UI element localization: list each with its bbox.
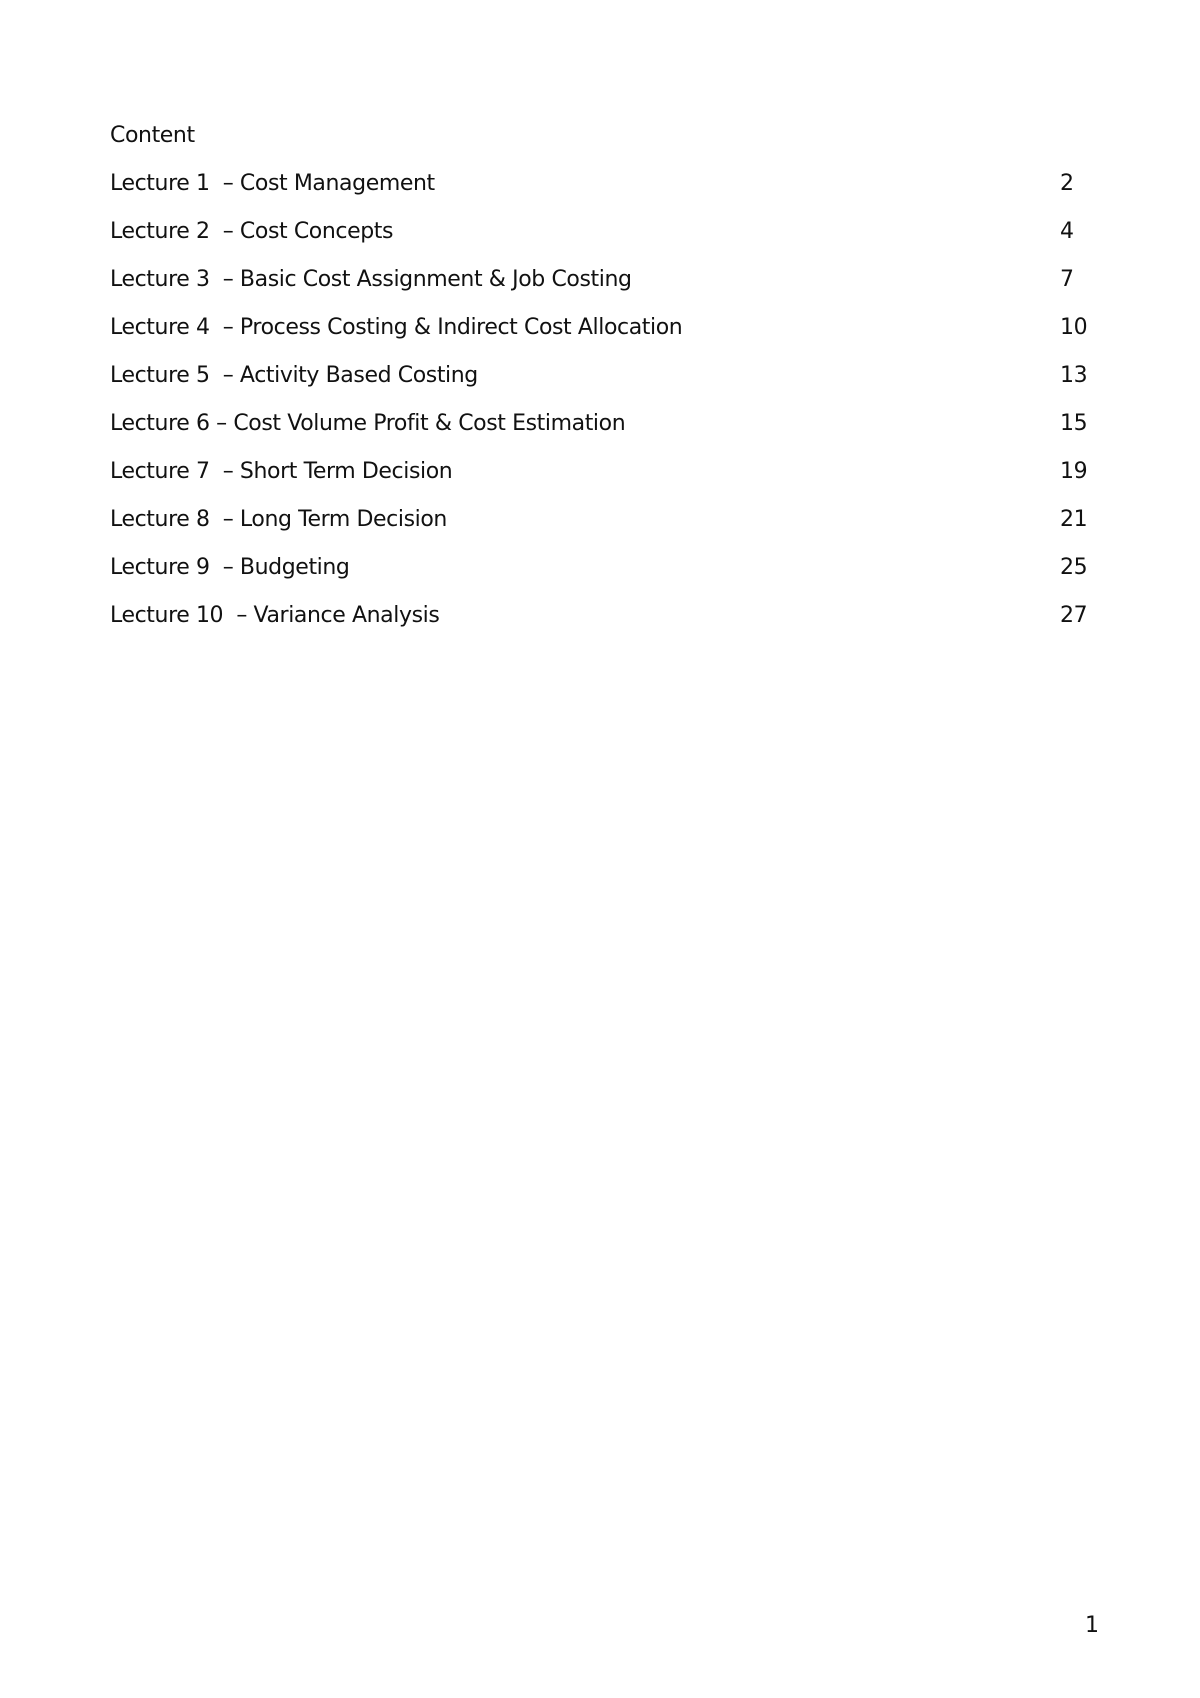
toc-entry-page: 4 bbox=[1060, 219, 1074, 244]
toc-entry-page: 7 bbox=[1060, 267, 1074, 292]
toc-entry-page: 13 bbox=[1060, 363, 1088, 388]
toc-entry-page: 21 bbox=[1060, 507, 1088, 532]
toc-entry-title: Lecture 4 – Process Costing & Indirect Cost Allocation bbox=[110, 315, 683, 340]
toc-entry-title: Lecture 6 – Cost Volume Profit & Cost Estimation bbox=[110, 411, 626, 436]
toc-entry-page: 2 bbox=[1060, 171, 1074, 196]
toc-entry-lecture-10[interactable] bbox=[110, 602, 1110, 650]
toc-entry-page: 10 bbox=[1060, 315, 1088, 340]
page-number: 1 bbox=[1085, 1613, 1099, 1638]
toc-entry-lecture-5[interactable] bbox=[110, 362, 1110, 410]
toc-entry-lecture-3[interactable] bbox=[110, 266, 1110, 314]
toc-entry-title: Lecture 8 – Long Term Decision bbox=[110, 507, 447, 532]
toc-entry-lecture-1[interactable] bbox=[110, 170, 1110, 218]
toc-entry-lecture-4[interactable] bbox=[110, 314, 1110, 362]
toc-entry-title: Lecture 5 – Activity Based Costing bbox=[110, 363, 478, 388]
toc-entry-page: 15 bbox=[1060, 411, 1088, 436]
toc-entry-title: Lecture 10 – Variance Analysis bbox=[110, 603, 440, 628]
toc-entry-page: 27 bbox=[1060, 603, 1088, 628]
toc-entry-lecture-2[interactable] bbox=[110, 218, 1110, 266]
table-of-contents bbox=[110, 170, 1110, 650]
toc-entry-lecture-7[interactable] bbox=[110, 458, 1110, 506]
toc-entry-title: Lecture 9 – Budgeting bbox=[110, 555, 350, 580]
toc-entry-page: 19 bbox=[1060, 459, 1088, 484]
toc-entry-title: Lecture 7 – Short Term Decision bbox=[110, 459, 453, 484]
toc-entry-title: Lecture 1 – Cost Management bbox=[110, 171, 435, 196]
toc-entry-title: Lecture 3 – Basic Cost Assignment & Job Costing bbox=[110, 267, 632, 292]
toc-entry-page: 25 bbox=[1060, 555, 1088, 580]
toc-entry-lecture-9[interactable] bbox=[110, 554, 1110, 602]
toc-entry-lecture-6[interactable] bbox=[110, 410, 1110, 458]
toc-entry-lecture-8[interactable] bbox=[110, 506, 1110, 554]
toc-heading: Content bbox=[110, 123, 195, 148]
toc-entry-title: Lecture 2 – Cost Concepts bbox=[110, 219, 394, 244]
